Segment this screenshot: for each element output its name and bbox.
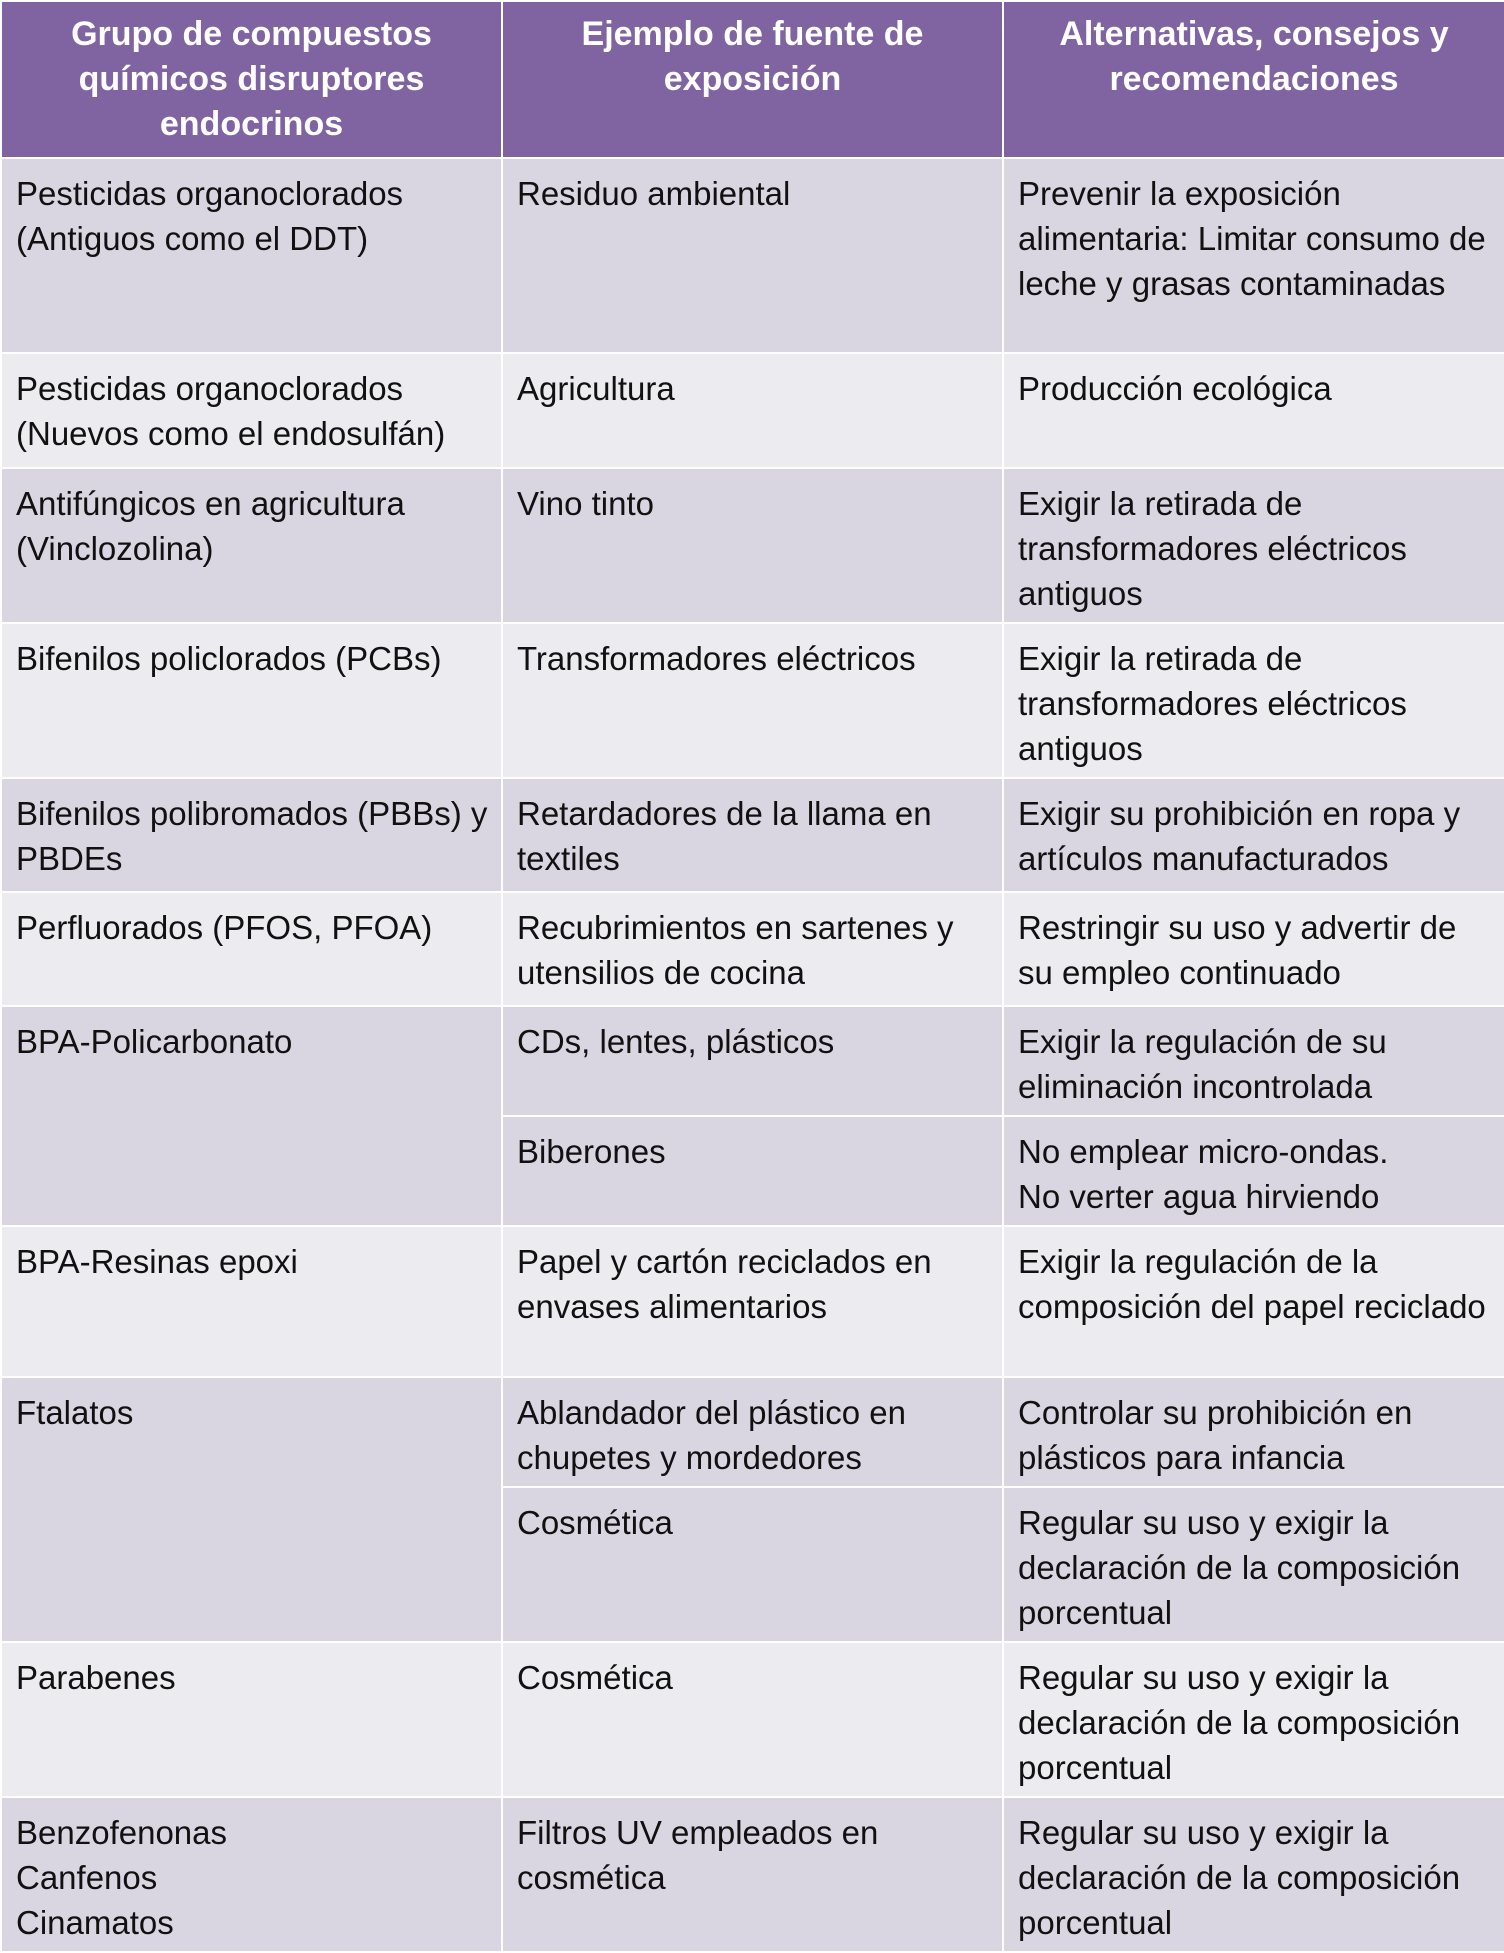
cell-advice: Restringir su uso y advertir de su empleo continuado [1003,892,1504,1006]
cell-advice: Exigir su prohibición en ropa y artículos manufacturados [1003,778,1504,892]
cell-advice: Regular su uso y exigir la declaración de la composición porcentual [1003,1642,1504,1797]
cell-group [1,1797,502,1952]
table-row [1,1226,1504,1377]
cell-advice: Exigir la regulación de su eliminación incontrolada [1003,1006,1504,1116]
table-row [1,623,1504,778]
advice-line: No emplear micro-ondas. [1018,1133,1389,1170]
cell-source: Ablandador del plástico en chupetes y mordedores [502,1377,1003,1487]
group-line: Cinamatos [16,1904,174,1941]
cell-group: Pesticidas organoclorados (Antiguos como el DDT) [1,158,502,353]
group-line: Benzofenonas [16,1814,228,1851]
cell-source: Filtros UV empleados en cosmética [502,1797,1003,1952]
cell-group: Bifenilos polibromados (PBBs) y PBDEs [1,778,502,892]
group-line: Canfenos [16,1859,158,1896]
cell-source: Retardadores de la llama en textiles [502,778,1003,892]
table-row [1,1642,1504,1797]
cell-group: Pesticidas organoclorados (Nuevos como el endosulfán) [1,353,502,468]
cell-group: Ftalatos [1,1377,502,1642]
cell-source: Papel y cartón reciclados en envases alimentarios [502,1226,1003,1377]
cell-source: Biberones [502,1116,1003,1226]
table-row [1,892,1504,1006]
table-row [1,1006,1504,1116]
advice-line: No verter agua hirviendo [1018,1178,1380,1215]
cell-source: Agricultura [502,353,1003,468]
cell-advice: Producción ecológica [1003,353,1504,468]
cell-source: Transformadores eléctricos [502,623,1003,778]
cell-advice: Prevenir la exposición alimentaria: Limitar consumo de leche y grasas contaminadas [1003,158,1504,353]
cell-source: Recubrimientos en sartenes y utensilios de cocina [502,892,1003,1006]
cell-group: Parabenes [1,1642,502,1797]
cell-group: Antifúngicos en agricultura (Vinclozolina) [1,468,502,623]
table-row [1,353,1504,468]
cell-advice: Exigir la retirada de transformadores eléctricos antiguos [1003,623,1504,778]
table-row [1,1797,1504,1952]
cell-source: CDs, lentes, plásticos [502,1006,1003,1116]
table-row [1,1377,1504,1487]
cell-group: Bifenilos policlorados (PCBs) [1,623,502,778]
cell-group: Perfluorados (PFOS, PFOA) [1,892,502,1006]
cell-group: BPA-Policarbonato [1,1006,502,1226]
cell-advice: Regular su uso y exigir la declaración de la composición porcentual [1003,1797,1504,1952]
cell-advice: Controlar su prohibición en plásticos para infancia [1003,1377,1504,1487]
cell-advice: Exigir la retirada de transformadores eléctricos antiguos [1003,468,1504,623]
table-row [1,778,1504,892]
header-advice: Alternativas, consejos y recomendaciones [1003,1,1504,158]
header-source: Ejemplo de fuente de exposición [502,1,1003,158]
cell-source: Cosmética [502,1642,1003,1797]
cell-source: Vino tinto [502,468,1003,623]
header-group: Grupo de compuestos químicos disruptores endocrinos [1,1,502,158]
cell-advice: Regular su uso y exigir la declaración de la composición porcentual [1003,1487,1504,1642]
header-row [1,1,1504,158]
table-row [1,158,1504,353]
cell-source: Residuo ambiental [502,158,1003,353]
cell-group: BPA-Resinas epoxi [1,1226,502,1377]
cell-source: Cosmética [502,1487,1003,1642]
table-row [1,468,1504,623]
cell-advice: Exigir la regulación de la composición del papel reciclado [1003,1226,1504,1377]
cell-advice [1003,1116,1504,1226]
